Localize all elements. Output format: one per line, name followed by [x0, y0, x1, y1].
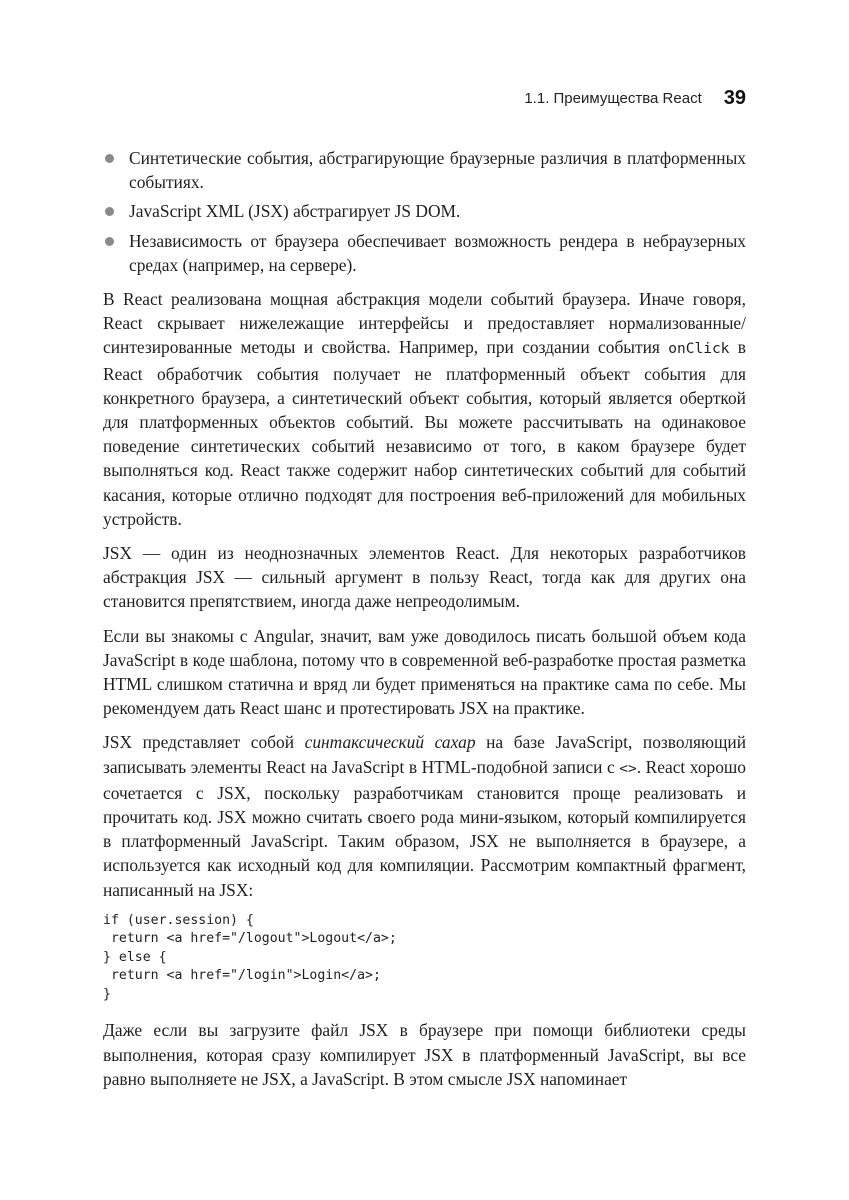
section-title: 1.1. Преимущества React: [524, 89, 702, 107]
list-item-text: Синтетические события, абстрагирующие браузерные различия в платформенных событиях.: [129, 148, 746, 193]
list-item: [103, 229, 746, 277]
paragraph-jsx-controversy: JSX — один из неоднозначных элементов React. Для некоторых разработчиков абстракция JSX — сильный аргумент в пользу React, тогда как для других она становится препятствием, иногда даже непреодолимым.: [103, 543, 746, 612]
list-item: [103, 199, 746, 223]
page-number: 39: [723, 86, 746, 109]
paragraph-runtime-library: Даже если вы загрузите файл JSX в браузере при помощи библиотеки среды выполнения, которая сразу компилирует JSX в платформенный JavaScript, вы все равно выполняете не JSX, а JavaScript. В этом смысле JSX напоминает: [103, 1020, 746, 1089]
text-run: в React обработчик события получает не платформенный объект события для конкретного браузера, а синтетический объект события, который является оберткой для платформенных объектов событий. Вы можете рассчитывать на одинаковое поведение синтетических событий независимо от того, в каком браузере будет выполняться код. React также содержит набор синтетических событий для событий касания, которые отлично подходят для построения веб-приложений для мобильных устройств.: [103, 337, 747, 529]
page-body: [103, 146, 746, 1101]
bullet-icon: [105, 207, 114, 216]
emphasis-term: синтаксический сахар: [304, 732, 476, 753]
list-item: [103, 146, 746, 194]
list-item-text: Независимость от браузера обеспечивает возможность рендера в небраузерных средах (например, на сервере).: [129, 230, 746, 275]
bullet-icon: [105, 154, 114, 163]
inline-code: onClick: [668, 341, 730, 358]
code-block: if (user.session) { return <a href="/logout">Logout</a>; } else { return <a href="/login">Login</a>; }: [103, 912, 397, 1002]
text-run: В React реализована мощная абстракция модели событий браузера. Иначе говоря, React скрывает нижележащие интерфейсы и предоставляет нормализованные/синтезированные методы и свойства. Например, при создании события: [103, 289, 746, 358]
list-item-text: JavaScript XML (JSX) абстрагирует JS DOM.: [129, 201, 461, 222]
bullet-list: [103, 146, 746, 277]
bullet-icon: [105, 237, 114, 246]
text-run: JSX представляет собой: [103, 732, 305, 753]
running-header: [103, 82, 746, 114]
paragraph-angular: Если вы знакомы с Angular, значит, вам уже доводилось писать большой объем кода JavaScript в коде шаблона, потому что в современной веб-разработке простая разметка HTML слишком статична и вряд ли будет применяться на практике сама по себе. Мы рекомендуем дать React шанс и протестировать JSX на практике.: [103, 625, 746, 719]
inline-code: <>: [619, 760, 637, 777]
text-run: . React хорошо сочетается с JSX, поскольку разработчикам становится проще реализовать и прочитать код. JSX можно считать своего рода мини-языком, который компилируется в платформенный JavaScript. Таким образом, JSX не выполняется в браузере, а используется как исходный код для компиляции. Рассмотрим компактный фрагмент, написанный на JSX:: [103, 756, 747, 900]
paragraph-event-abstraction: [103, 287, 746, 531]
text-run: на базе JavaScript, позволяющий записывать элементы React на JavaScript в HTML-подобной записи с: [103, 732, 746, 777]
paragraph-jsx-sugar: [103, 730, 746, 901]
